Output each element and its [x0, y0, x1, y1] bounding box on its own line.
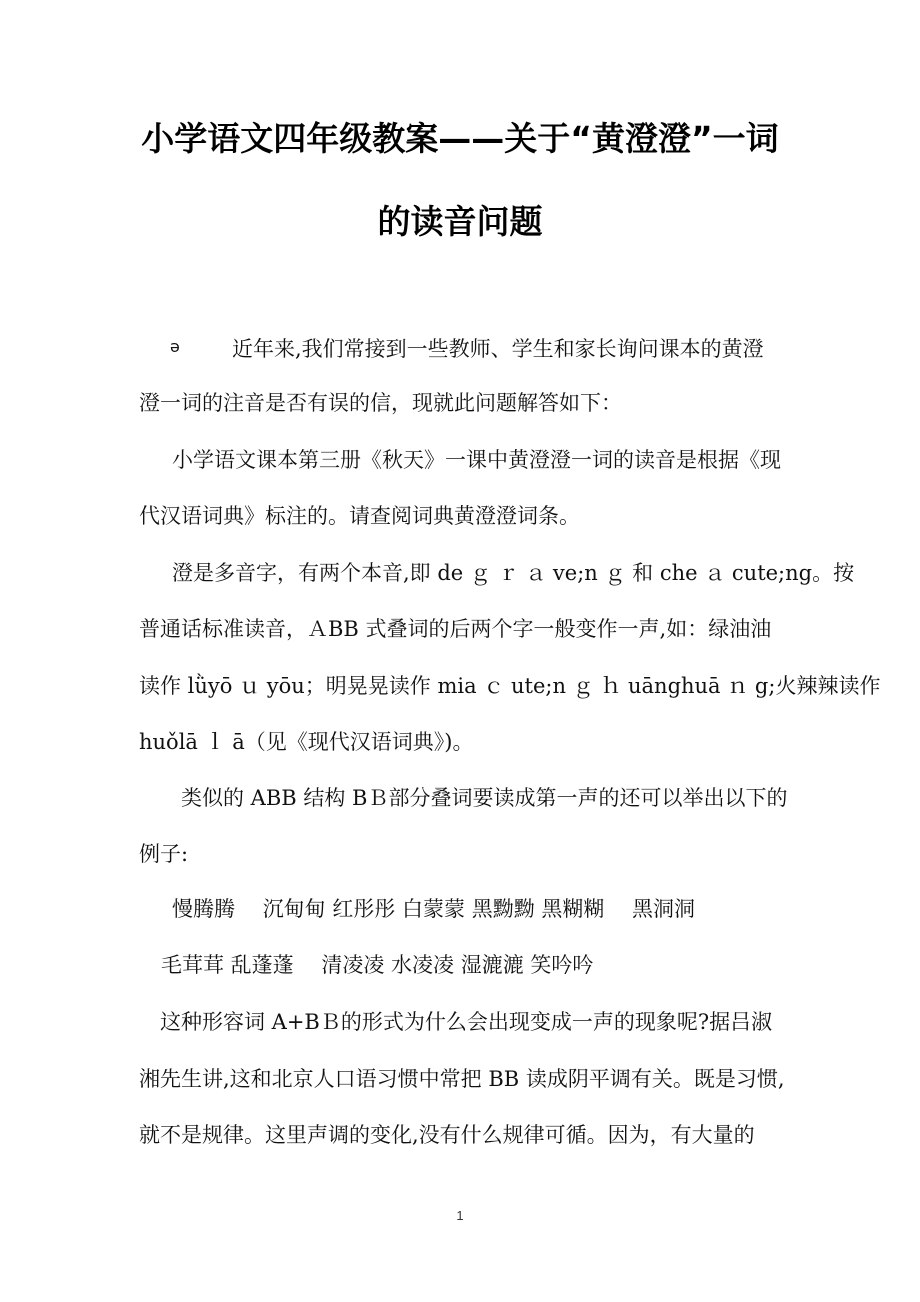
paragraph-6-line-3: 就不是规律。这里声调的变化,没有什么规律可循。因为，有大量的	[139, 1123, 755, 1147]
document-title-line-1: 小学语文四年级教案——关于“黄澄澄”一词	[141, 119, 779, 158]
paragraph-6-line-2: 湘先生讲,这和北京人口语习惯中常把 BB 读成阴平调有关。既是习惯,	[139, 1067, 785, 1091]
paragraph-4-line-2: 例子:	[139, 842, 189, 866]
document-title-line-2: 的读音问题	[377, 202, 543, 241]
paragraph-3-line-4: huǒlā ｌ ā（见《现代汉语词典》)。	[139, 730, 474, 754]
example-words-line-2: 毛茸茸 乱蓬蓬 清凌凌 水凌凌 湿漉漉 笑吟吟	[161, 953, 594, 977]
paragraph-3-line-1: 澄是多音字，有两个本音,即 de ｇ ｒ ａ ve;n ｇ 和 che ａ cute;ng。按	[172, 561, 855, 585]
paragraph-2-line-1: 小学语文课本第三册《秋天》一课中黄澄澄一词的读音是根据《现	[172, 448, 781, 472]
paragraph-6-line-1: 这种形容词 A+BＢ的形式为什么会出现变成一声的现象呢?据吕淑	[160, 1010, 773, 1034]
paragraph-marker-icon: ə	[170, 337, 180, 356]
paragraph-2-line-2: 代汉语词典》标注的。请查阅词典黄澄澄词条。	[139, 504, 580, 528]
paragraph-1-line-1: 近年来,我们常接到一些教师、学生和家长询问课本的黄澄	[232, 337, 764, 361]
paragraph-4-line-1: 类似的 ABB 结构 BＢ部分叠词要读成第一声的还可以举出以下的	[181, 786, 788, 810]
example-words-line-1: 慢腾腾 沉甸甸 红彤彤 白蒙蒙 黑黝黝 黑糊糊 黑洞洞	[172, 897, 696, 921]
paragraph-1-line-2: 澄一词的注音是否有误的信，现就此问题解答如下：	[139, 391, 622, 415]
page-number: 1	[456, 1208, 464, 1223]
paragraph-3-line-3: 读作 lǜyō ｕ yōu；明晃晃读作 mia ｃ ute;n ｇ ｈ uānghuā ｎ g;火辣辣读作	[139, 674, 881, 698]
paragraph-3-line-2: 普通话标准读音，ＡBB 式叠词的后两个字一般变作一声,如：绿油油	[139, 617, 772, 641]
